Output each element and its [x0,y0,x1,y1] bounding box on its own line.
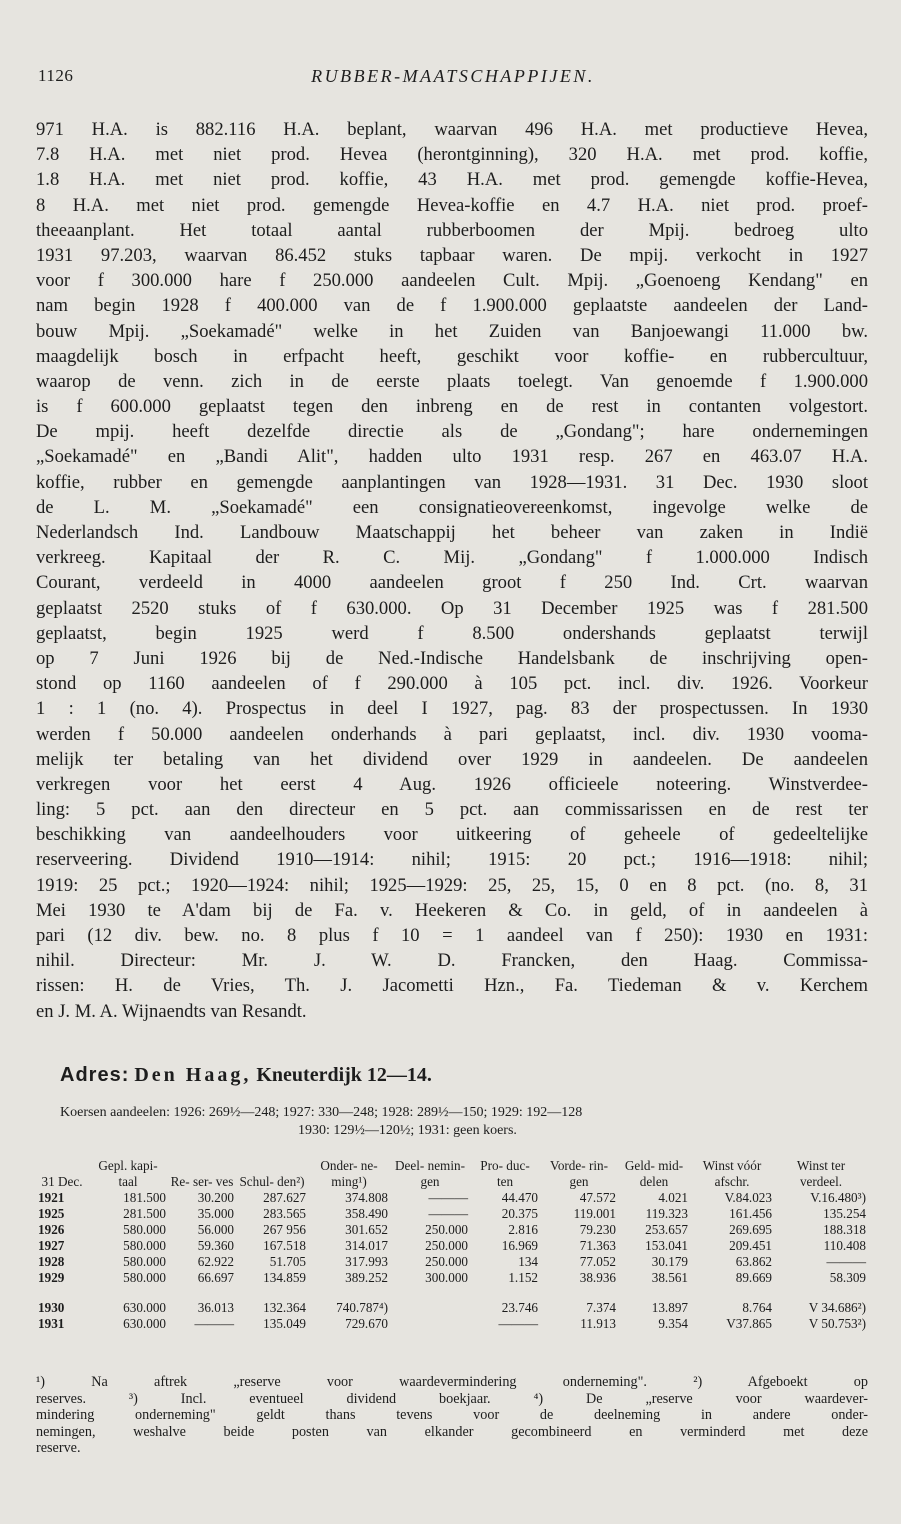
share-prices-line: Koersen aandeelen: 1926: 269½—248; 1927: 330—248; 1928: 289½—150; 1929: 192—128 [60,1105,583,1120]
table-cell: 51.705 [269,1254,306,1269]
table-cell: 135.254 [823,1206,866,1221]
text-line: reserve. [36,1440,81,1456]
table-cell: 580.000 [123,1222,166,1237]
year-cell: 1928 [38,1254,65,1269]
text-line: beschikking van aandeelhouders voor uitkeering of geheele of gedeeltelijke [36,824,868,846]
text-line: Nederlandsch Ind. Landbouw Maatschappij het beheer van zaken in Indië [36,522,868,543]
table-row [36,1190,868,1206]
table-cell: 209.451 [729,1238,772,1253]
year-cell: 1930 [38,1300,65,1315]
table-cell: 580.000 [123,1270,166,1285]
table-cell: 30.179 [651,1254,688,1269]
table-cell: 630.000 [123,1316,166,1331]
table-cell: 89.669 [735,1270,772,1285]
running-title: RUBBER-MAATSCHAPPIJEN. [311,66,595,86]
share-prices-line: 1930: 129½—120½; 1931: geen koers. [298,1123,517,1138]
page-header [38,66,868,96]
column-header: Pro- duc- ten [480,1158,530,1189]
table-cell: 317.993 [345,1254,388,1269]
table-cell: 35.000 [197,1206,234,1221]
table-cell: 740.787⁴) [336,1300,388,1315]
text-line: ling: 5 pct. aan den directeur en 5 pct. aan commissarissen en de rest ter [36,799,868,821]
text-line: en J. M. A. Wijnaendts van Resandt. [36,1000,307,1022]
table-cell: 119.323 [645,1206,688,1221]
text-line: maagdelijk bosch in erfpacht heeft, geschikt voor koffie- en rubbercultuur, [36,345,868,367]
table-header-row [36,1158,868,1190]
table-cell: 9.354 [658,1316,688,1331]
column-header: Schul- den²) [239,1174,305,1189]
table-cell: 77.052 [579,1254,616,1269]
table-cell: 13.897 [651,1300,688,1315]
table-cell: 110.408 [823,1238,866,1253]
table-row [36,1254,868,1270]
year-cell: 1931 [38,1316,65,1331]
table-cell: 58.309 [829,1270,866,1285]
text-line: op 7 Juni 1926 bij de Ned.-Indische Handelsbank de inschrijving open- [36,647,868,669]
text-line: stond op 1160 aandeelen of f 290.000 à 105 pct. incl. div. 1926. Voorkeur [36,673,868,695]
text-line: 971 H.A. is 882.116 H.A. beplant, waarvan 496 H.A. met productieve Hevea, [36,119,868,140]
table-cell: V.84.023 [724,1190,772,1205]
table-cell: 134 [518,1254,538,1269]
text-line: 8 H.A. met niet prod. gemengde Hevea-koffie en 4.7 H.A. niet prod. proef- [36,194,868,216]
text-line: mindering onderneming" geldt thans tevens voor de deelneming in andere onder- [36,1407,868,1423]
text-line: verkreeg. Kapitaal der R. C. Mij. „Gondang" f 1.000.000 Indisch [36,547,868,569]
text-line: voor f 300.000 hare f 250.000 aandeelen Cult. Mpij. „Goenoeng Kendang" en [36,270,868,292]
table-cell: 630.000 [123,1300,166,1315]
year-cell: 1926 [38,1222,65,1237]
column-header: Winst ter verdeel. [796,1158,846,1189]
table-row [36,1206,868,1222]
body-text [36,117,868,1024]
text-line: verkregen voor het eerst 4 Aug. 1926 officieele noteering. Winstverdee- [36,773,868,795]
table-cell: 59.360 [197,1238,234,1253]
table-cell: 119.001 [573,1206,616,1221]
table-cell [390,1286,470,1316]
table-cell: 153.041 [645,1238,688,1253]
table-cell [390,1316,470,1332]
address-city: Den Haag, [134,1064,252,1086]
table-cell: ——— [826,1254,866,1269]
table-cell: V.16.480³) [810,1190,866,1205]
text-line: nemingen, weshalve beide posten van elkander gecombineerd en verminderd met deze [36,1423,868,1440]
table-cell: 62.922 [197,1254,234,1269]
table-cell: 132.364 [263,1300,306,1315]
table-cell: 1.152 [508,1270,538,1285]
table-cell: 389.252 [345,1270,388,1285]
column-header: Deel- nemin- gen [395,1158,465,1189]
table-cell: 188.318 [823,1222,866,1237]
table-cell: 79.230 [579,1222,616,1237]
table-cell: 314.017 [345,1238,388,1253]
table-cell: 580.000 [123,1238,166,1253]
table-cell: 250.000 [425,1222,468,1237]
footnotes [36,1374,868,1457]
text-line: „Soekamadé" en „Bandi Alit", hadden ulto 1931 resp. 267 en 463.07 H.A. [36,446,868,468]
table-cell: 135.049 [263,1316,306,1331]
text-line: theeaanplant. Het totaal aantal rubberboomen der Mpij. bedroeg ulto [36,219,868,241]
text-line: ¹) Na aftrek „reserve voor waardevermindering onderneming". ²) Afgeboekt op [36,1374,868,1390]
text-line: 1 : 1 (no. 4). Prospectus in deel I 1927, pag. 83 der prospectussen. In 1930 [36,698,868,720]
table-cell: 11.913 [580,1316,616,1331]
financial-table [36,1158,868,1332]
table-row [36,1286,868,1316]
page-number: 1126 [38,66,74,85]
table-cell: 287.627 [263,1190,306,1205]
text-line: De mpij. heeft dezelfde directie als de „Gondang"; hare ondernemingen [36,421,868,443]
text-line: rissen: H. de Vries, Th. J. Jacometti Hzn., Fa. Tiedeman & v. Kerchem [36,975,868,997]
column-header: Vorde- rin- gen [550,1158,608,1189]
table-cell: 38.561 [651,1270,688,1285]
text-line: 1.8 H.A. met niet prod. koffie, 43 H.A. met prod. gemengde koffie-Hevea, [36,169,868,191]
year-cell: 1925 [38,1206,65,1221]
table-cell: 281.500 [123,1206,166,1221]
table-cell: 7.374 [586,1300,616,1315]
table-cell: ——— [428,1206,468,1221]
table-cell: 8.764 [742,1300,772,1315]
text-line: koffie, rubber en gemengde aanplantingen van 1928—1931. 31 Dec. 1930 sloot [36,471,868,493]
table-cell: V37.865 [726,1316,772,1331]
address-street: Kneuterdijk 12—14. [256,1064,432,1086]
year-cell: 1927 [38,1238,65,1253]
table-cell: ——— [428,1190,468,1205]
table-row [36,1270,868,1286]
table-cell: 56.000 [197,1222,234,1237]
address-line [60,1064,432,1087]
text-line: 7.8 H.A. met niet prod. Hevea (herontginning), 320 H.A. met prod. koffie, [36,144,868,166]
text-line: de L. M. „Soekamadé" een consignatieovereenkomst, ingevolge welke de [36,496,868,518]
table-cell: 2.816 [508,1222,538,1237]
column-header: Winst vóór afschr. [702,1158,762,1189]
table-cell: V 34.686²) [808,1300,866,1315]
text-line: 1931 97.203, waarvan 86.452 stuks tapbaar waren. De mpij. verkocht in 1927 [36,244,868,266]
column-header: Onder- ne- ming¹) [320,1158,378,1189]
column-header: Geld- mid- delen [624,1158,684,1189]
text-line: werden f 50.000 aandeelen onderhands à pari geplaatst, incl. div. 1930 vooma- [36,723,868,745]
text-line: pari (12 div. bew. no. 8 plus f 10 = 1 aandeel van f 250): 1930 en 1931: [36,925,868,946]
table-row [36,1222,868,1238]
table-cell: 729.670 [345,1316,388,1331]
text-line: geplaatst, begin 1925 werd f 8.500 ondershands geplaatst terwijl [36,622,868,644]
text-line: reserveering. Dividend 1910—1914: nihil; 1915: 20 pct.; 1916—1918: nihil; [36,849,868,871]
table-cell: 283.565 [263,1206,306,1221]
table-cell: 250.000 [425,1238,468,1253]
table-cell: 44.470 [501,1190,538,1205]
table-cell: 20.375 [501,1206,538,1221]
table-cell: 30.200 [197,1190,234,1205]
table-cell: ——— [498,1316,538,1331]
text-line: geplaatst 2520 stuks of f 630.000. Op 31 December 1925 was f 281.500 [36,597,868,619]
text-line: nihil. Directeur: Mr. J. W. D. Francken, den Haag. Commissa- [36,950,868,972]
text-line: bouw Mpij. „Soekamadé" welke in het Zuiden van Banjoewangi 11.000 bw. [36,320,868,342]
table-cell: 253.657 [645,1222,688,1237]
column-header: 31 Dec. [41,1174,83,1189]
table-cell: 47.572 [579,1190,616,1205]
table-cell: 269.695 [729,1222,772,1237]
table-row [36,1238,868,1254]
table-cell: 374.808 [345,1190,388,1205]
text-line: melijk ter betaling van het dividend over 1929 in aandeelen. De aandeelen [36,748,868,770]
table-cell: 63.862 [735,1254,772,1269]
column-header: Re- ser- ves [170,1174,234,1189]
share-prices [60,1104,870,1140]
table-cell: 301.652 [345,1222,388,1237]
table-cell: 250.000 [425,1254,468,1269]
address-label: Adres: [60,1064,130,1086]
table-cell: 300.000 [425,1270,468,1285]
text-line: reserves. ³) Incl. eventueel dividend boekjaar. ⁴) De „reserve voor waardever- [36,1390,868,1407]
table-cell: 38.936 [579,1270,616,1285]
table-cell: V 50.753²) [808,1316,866,1331]
table-cell: 161.456 [729,1206,772,1221]
table-cell: 167.518 [263,1238,306,1253]
text-line: 1919: 25 pct.; 1920—1924: nihil; 1925—1929: 25, 25, 15, 0 en 8 pct. (no. 8, 31 [36,874,868,896]
table-cell: 71.363 [579,1238,616,1253]
text-line: is f 600.000 geplaatst tegen den inbreng en de rest in contanten volgestort. [36,396,868,418]
table-cell: 23.746 [501,1300,538,1315]
table-cell: 267 956 [263,1222,306,1237]
year-cell: 1929 [38,1270,65,1285]
column-header: Gepl. kapi- taal [98,1158,158,1189]
year-cell: 1921 [38,1190,65,1205]
table-cell: ——— [194,1316,234,1331]
table-cell: 66.697 [197,1270,234,1285]
table-cell: 134.859 [263,1270,306,1285]
table-cell: 358.490 [345,1206,388,1221]
text-line: nam begin 1928 f 400.000 van de f 1.900.000 geplaatste aandeelen der Land- [36,295,868,317]
table-cell: 181.500 [123,1190,166,1205]
table-cell: 16.969 [501,1238,538,1253]
table-cell: 580.000 [123,1254,166,1269]
text-line: waarop de venn. zich in de eerste plaats toelegt. Van genoemde f 1.900.000 [36,370,868,392]
table-cell: 4.021 [658,1190,688,1205]
text-line: Mei 1930 te A'dam bij de Fa. v. Heekeren & Co. in geld, of in aandeelen à [36,899,868,921]
table-row [36,1316,868,1332]
table-cell: 36.013 [197,1300,234,1315]
text-line: Courant, verdeeld in 4000 aandeelen groot f 250 Ind. Crt. waarvan [36,572,868,594]
